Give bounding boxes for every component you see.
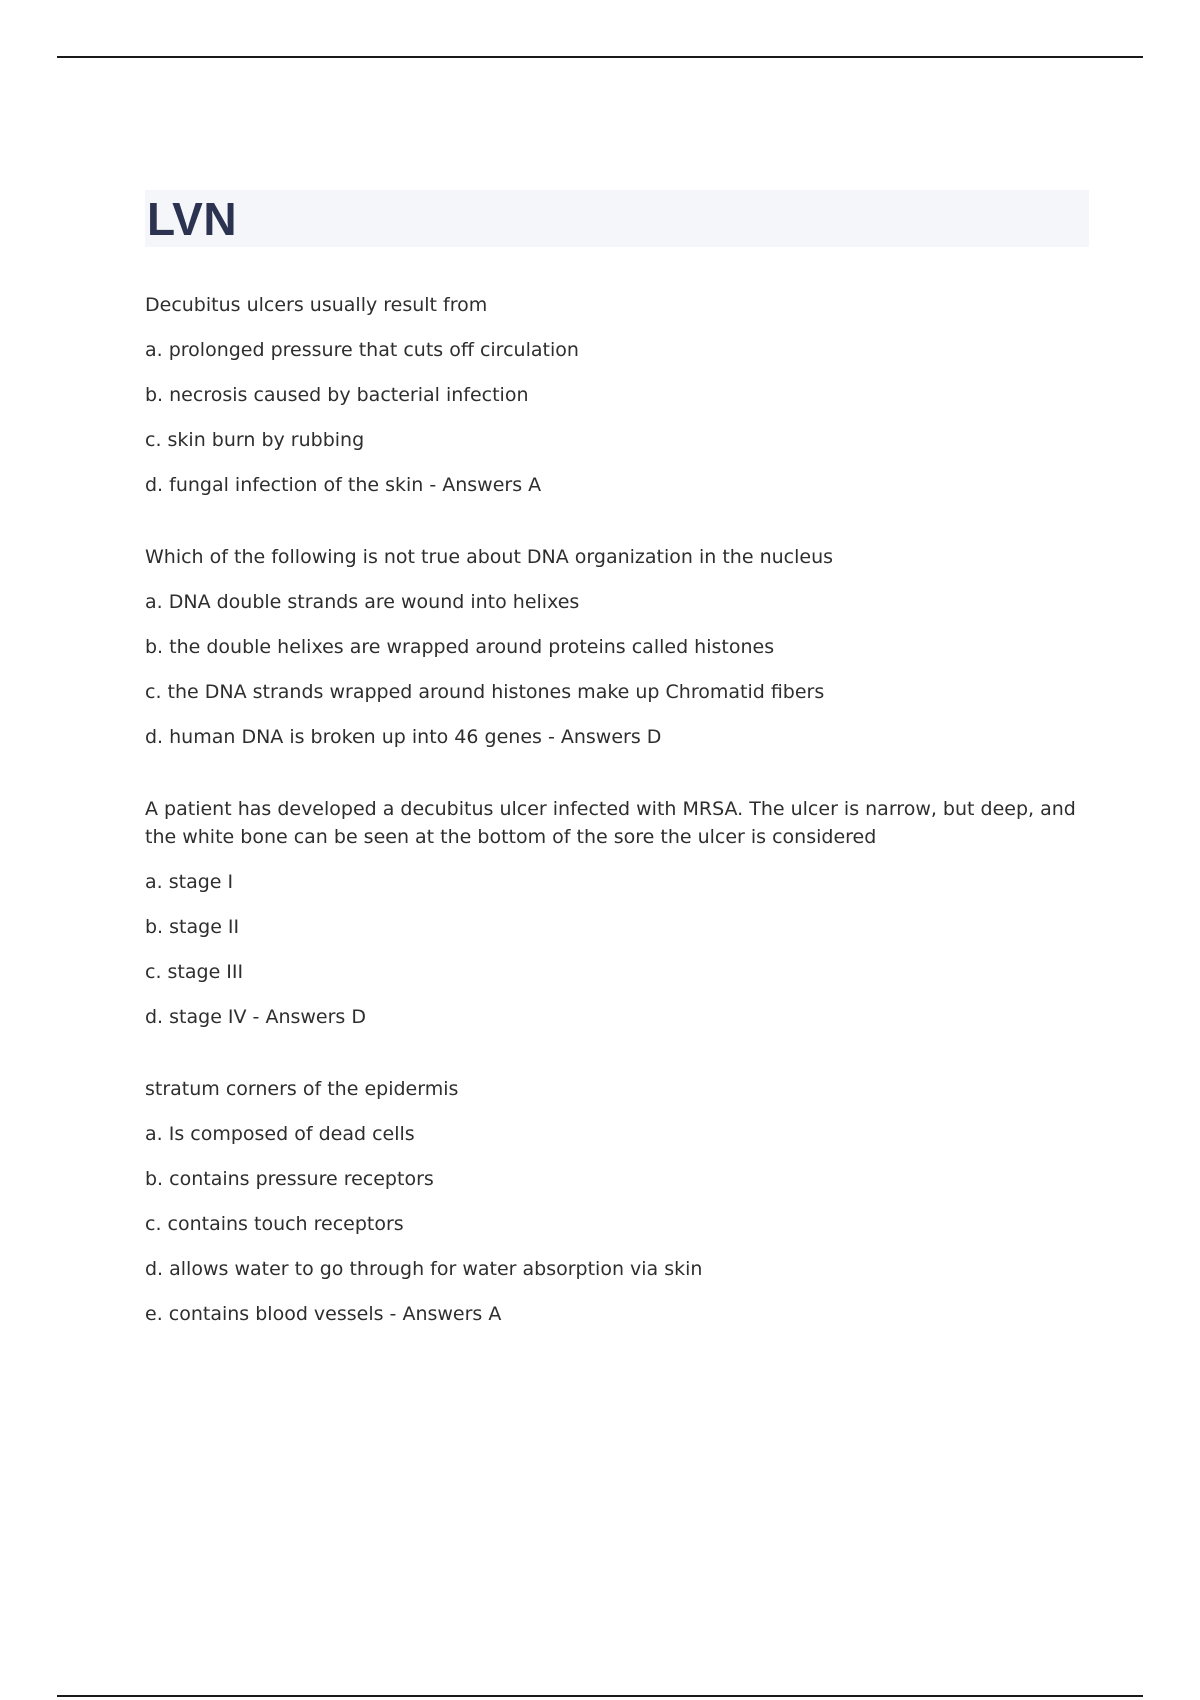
question-text: A patient has developed a decubitus ulcer infected with MRSA. The ulcer is narrow, but deep, and the white bone can be seen at the bottom of the sore the ulcer is considered [145,798,1076,848]
answer-option: e. contains blood vessels - Answers A [145,1303,502,1325]
answer-option: b. the double helixes are wrapped around proteins called histones [145,636,775,658]
answer-option: c. contains touch receptors [145,1213,404,1235]
question-list [145,291,1089,1328]
answer-option: c. stage III [145,961,244,983]
answer-option: c. the DNA strands wrapped around histones make up Chromatid fibers [145,681,825,703]
document-title: LVN [147,192,238,245]
title-band [145,190,1089,247]
question-text: Decubitus ulcers usually result from [145,294,488,316]
answer-option: a. stage I [145,871,234,893]
answer-option: d. allows water to go through for water absorption via skin [145,1258,703,1280]
document-body [145,190,1089,1372]
answer-option: a. Is composed of dead cells [145,1123,415,1145]
question-text: stratum corners of the epidermis [145,1078,459,1100]
answer-option: a. prolonged pressure that cuts off circulation [145,339,579,361]
top-rule [57,56,1143,58]
question-1 [145,291,1089,499]
answer-option: d. stage IV - Answers D [145,1006,367,1028]
answer-option: b. necrosis caused by bacterial infection [145,384,529,406]
question-2 [145,543,1089,751]
answer-option: d. human DNA is broken up into 46 genes - Answers D [145,726,662,748]
question-3 [145,795,1089,1031]
answer-option: a. DNA double strands are wound into helixes [145,591,580,613]
question-text: Which of the following is not true about DNA organization in the nucleus [145,546,834,568]
answer-option: d. fungal infection of the skin - Answers A [145,474,542,496]
answer-option: b. stage II [145,916,240,938]
bottom-rule [57,1695,1143,1697]
question-4 [145,1075,1089,1328]
answer-option: c. skin burn by rubbing [145,429,365,451]
answer-option: b. contains pressure receptors [145,1168,434,1190]
